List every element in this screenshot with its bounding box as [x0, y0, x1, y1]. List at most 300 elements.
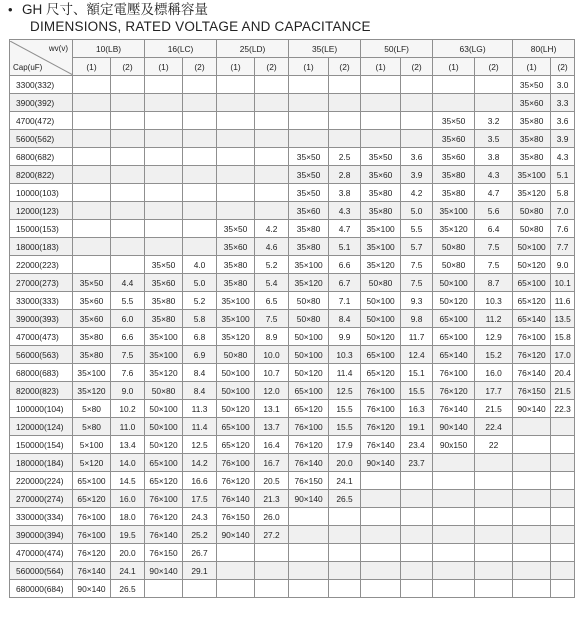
ripple-current-cell [329, 508, 361, 526]
sub-header: (2) [329, 58, 361, 76]
ripple-current-cell: 14.0 [111, 454, 145, 472]
ripple-current-cell: 9.0 [551, 256, 575, 274]
size-cell [433, 76, 475, 94]
size-cell [513, 544, 551, 562]
sub-header: (1) [217, 58, 255, 76]
ripple-current-cell: 6.8 [183, 328, 217, 346]
table-row [10, 472, 575, 490]
ripple-current-cell: 4.7 [475, 184, 513, 202]
ripple-current-cell: 19.5 [111, 526, 145, 544]
ripple-current-cell: 3.0 [551, 76, 575, 94]
size-cell: 76×120 [361, 418, 401, 436]
size-cell: 65×100 [433, 328, 475, 346]
ripple-current-cell [111, 202, 145, 220]
sub-header: (2) [111, 58, 145, 76]
capacitance-cell: 100000(104) [10, 400, 73, 418]
capacitance-cell: 4700(472) [10, 112, 73, 130]
capacitance-cell: 3300(332) [10, 76, 73, 94]
ripple-current-cell: 12.4 [401, 346, 433, 364]
size-cell: 76×100 [73, 508, 111, 526]
ripple-current-cell: 29.1 [183, 562, 217, 580]
size-cell [433, 562, 475, 580]
size-cell: 35×100 [289, 256, 329, 274]
ripple-current-cell [551, 544, 575, 562]
ripple-current-cell: 8.7 [475, 274, 513, 292]
size-cell: 76×120 [433, 382, 475, 400]
size-cell: 90×140 [361, 454, 401, 472]
size-cell: 76×100 [361, 382, 401, 400]
size-cell: 35×50 [73, 274, 111, 292]
ripple-current-cell: 6.4 [475, 220, 513, 238]
ripple-current-cell [111, 112, 145, 130]
capacitance-cell: 68000(683) [10, 364, 73, 382]
size-cell: 35×100 [145, 346, 183, 364]
table-row [10, 436, 575, 454]
table-row [10, 112, 575, 130]
ripple-current-cell: 25.2 [183, 526, 217, 544]
ripple-current-cell [183, 148, 217, 166]
size-cell: 35×60 [73, 310, 111, 328]
ripple-current-cell [111, 166, 145, 184]
ripple-current-cell: 6.6 [329, 256, 361, 274]
document-header [8, 2, 578, 36]
size-cell: 35×80 [361, 184, 401, 202]
size-cell: 50×80 [433, 256, 475, 274]
size-cell: 50×80 [513, 202, 551, 220]
ripple-current-cell: 5.2 [183, 292, 217, 310]
size-cell [73, 130, 111, 148]
size-cell: 35×60 [433, 148, 475, 166]
size-cell [73, 202, 111, 220]
size-cell: 65×100 [433, 310, 475, 328]
ripple-current-cell [255, 130, 289, 148]
table-row [10, 292, 575, 310]
voltage-header: 25(LD) [217, 40, 289, 58]
ripple-current-cell [401, 94, 433, 112]
size-cell: 35×100 [513, 166, 551, 184]
capacitance-cell: 56000(563) [10, 346, 73, 364]
ripple-current-cell [475, 472, 513, 490]
size-cell [433, 94, 475, 112]
size-cell: 35×80 [217, 274, 255, 292]
size-cell: 35×120 [73, 382, 111, 400]
ripple-current-cell [401, 490, 433, 508]
ripple-current-cell: 23.7 [401, 454, 433, 472]
size-cell [361, 472, 401, 490]
size-cell: 90×140 [513, 400, 551, 418]
capacitance-cell: 150000(154) [10, 436, 73, 454]
size-cell [145, 184, 183, 202]
ripple-current-cell: 15.2 [475, 346, 513, 364]
size-cell: 35×50 [145, 256, 183, 274]
ripple-current-cell: 11.7 [401, 328, 433, 346]
ripple-current-cell: 7.5 [401, 274, 433, 292]
table-row [10, 580, 575, 598]
size-cell: 65×120 [361, 364, 401, 382]
ripple-current-cell [475, 508, 513, 526]
ripple-current-cell: 24.1 [111, 562, 145, 580]
ripple-current-cell: 6.7 [329, 274, 361, 292]
ripple-current-cell: 23.4 [401, 436, 433, 454]
capacitance-cell: 15000(153) [10, 220, 73, 238]
ripple-current-cell [401, 112, 433, 130]
size-cell: 35×100 [361, 238, 401, 256]
table-row [10, 220, 575, 238]
ripple-current-cell: 2.8 [329, 166, 361, 184]
capacitance-cell: 3900(392) [10, 94, 73, 112]
ripple-current-cell: 16.0 [111, 490, 145, 508]
capacitance-cell: 5600(562) [10, 130, 73, 148]
sub-header: (1) [361, 58, 401, 76]
size-cell: 65×140 [433, 346, 475, 364]
size-cell [73, 256, 111, 274]
ripple-current-cell: 10.3 [475, 292, 513, 310]
size-cell: 5×120 [73, 454, 111, 472]
table-row [10, 382, 575, 400]
ripple-current-cell [551, 562, 575, 580]
size-cell [361, 130, 401, 148]
size-cell: 35×120 [433, 220, 475, 238]
ripple-current-cell [401, 580, 433, 598]
ripple-current-cell: 5.8 [183, 310, 217, 328]
ripple-current-cell [551, 508, 575, 526]
ripple-current-cell: 3.6 [401, 148, 433, 166]
ripple-current-cell: 8.4 [183, 364, 217, 382]
size-cell [513, 580, 551, 598]
voltage-header: 80(LH) [513, 40, 575, 58]
size-cell: 76×140 [289, 454, 329, 472]
ripple-current-cell: 4.7 [329, 220, 361, 238]
size-cell: 35×50 [289, 148, 329, 166]
ripple-current-cell [329, 76, 361, 94]
ripple-current-cell [183, 94, 217, 112]
ripple-current-cell: 16.4 [255, 436, 289, 454]
ripple-current-cell: 26.5 [111, 580, 145, 598]
capacitance-cell: 12000(123) [10, 202, 73, 220]
ripple-current-cell: 15.5 [329, 418, 361, 436]
size-cell: 76×120 [73, 544, 111, 562]
ripple-current-cell: 7.7 [551, 238, 575, 256]
size-cell: 50×100 [289, 346, 329, 364]
dimensions-table [9, 39, 575, 598]
size-cell: 35×80 [289, 220, 329, 238]
size-cell [217, 130, 255, 148]
ripple-current-cell: 16.3 [401, 400, 433, 418]
ripple-current-cell: 9.8 [401, 310, 433, 328]
size-cell: 35×50 [513, 76, 551, 94]
capacitance-cell: 120000(124) [10, 418, 73, 436]
ripple-current-cell: 7.5 [255, 310, 289, 328]
ripple-current-cell [255, 112, 289, 130]
size-cell [361, 508, 401, 526]
size-cell: 35×80 [73, 346, 111, 364]
size-cell [217, 580, 255, 598]
ripple-current-cell [255, 148, 289, 166]
size-cell: 50×100 [289, 328, 329, 346]
size-cell [289, 94, 329, 112]
ripple-current-cell: 13.5 [551, 310, 575, 328]
size-cell: 76×120 [289, 436, 329, 454]
size-cell [73, 220, 111, 238]
ripple-current-cell: 26.5 [329, 490, 361, 508]
size-cell: 50×80 [513, 220, 551, 238]
size-cell: 35×60 [145, 274, 183, 292]
ripple-current-cell: 15.1 [401, 364, 433, 382]
ripple-current-cell [255, 202, 289, 220]
ripple-current-cell: 12.5 [329, 382, 361, 400]
size-cell: 35×100 [217, 310, 255, 328]
size-cell: 35×80 [217, 256, 255, 274]
ripple-current-cell: 20.0 [329, 454, 361, 472]
size-cell: 65×120 [145, 472, 183, 490]
voltage-header: 16(LC) [145, 40, 217, 58]
ripple-current-cell: 10.7 [255, 364, 289, 382]
size-cell: 90x150 [433, 436, 475, 454]
ripple-current-cell [401, 508, 433, 526]
table-row [10, 184, 575, 202]
size-cell [513, 526, 551, 544]
table-row [10, 364, 575, 382]
size-cell: 35×60 [513, 94, 551, 112]
sub-header: (1) [73, 58, 111, 76]
ripple-current-cell [183, 166, 217, 184]
size-cell: 35×120 [361, 256, 401, 274]
ripple-current-cell: 14.2 [183, 454, 217, 472]
ripple-current-cell: 7.5 [111, 346, 145, 364]
ripple-current-cell: 21.3 [255, 490, 289, 508]
ripple-current-cell: 5.2 [255, 256, 289, 274]
size-cell [433, 526, 475, 544]
ripple-current-cell: 10.0 [255, 346, 289, 364]
size-cell: 35×120 [217, 328, 255, 346]
ripple-current-cell: 20.4 [551, 364, 575, 382]
size-cell [433, 490, 475, 508]
ripple-current-cell: 7.5 [475, 256, 513, 274]
table-row [10, 238, 575, 256]
size-cell: 35×60 [289, 202, 329, 220]
voltage-header: 35(LE) [289, 40, 361, 58]
ripple-current-cell: 5.1 [329, 238, 361, 256]
ripple-current-cell [255, 580, 289, 598]
ripple-current-cell: 4.3 [329, 202, 361, 220]
ripple-current-cell: 21.5 [551, 382, 575, 400]
size-cell: 76×150 [217, 508, 255, 526]
ripple-current-cell [475, 562, 513, 580]
size-cell [433, 508, 475, 526]
ripple-current-cell: 22.3 [551, 400, 575, 418]
size-cell: 50×100 [433, 274, 475, 292]
capacitance-cell: 82000(823) [10, 382, 73, 400]
table-row [10, 418, 575, 436]
size-cell: 35×120 [289, 274, 329, 292]
table-row [10, 454, 575, 472]
ripple-current-cell: 4.3 [551, 148, 575, 166]
ripple-current-cell: 8.4 [329, 310, 361, 328]
size-cell: 35×50 [289, 184, 329, 202]
ripple-current-cell: 12.9 [475, 328, 513, 346]
ripple-current-cell [329, 130, 361, 148]
size-cell: 5×100 [73, 436, 111, 454]
size-cell: 35×80 [145, 310, 183, 328]
size-cell [513, 508, 551, 526]
size-cell: 50×120 [145, 436, 183, 454]
size-cell [361, 490, 401, 508]
size-cell [513, 454, 551, 472]
size-cell [217, 544, 255, 562]
ripple-current-cell [111, 76, 145, 94]
size-cell [433, 580, 475, 598]
size-cell [513, 562, 551, 580]
size-cell: 76×100 [361, 400, 401, 418]
size-cell: 65×100 [73, 472, 111, 490]
ripple-current-cell: 26.7 [183, 544, 217, 562]
ripple-current-cell: 2.5 [329, 148, 361, 166]
ripple-current-cell: 12.0 [255, 382, 289, 400]
ripple-current-cell [401, 472, 433, 490]
size-cell: 35×120 [145, 364, 183, 382]
size-cell [217, 112, 255, 130]
size-cell [433, 472, 475, 490]
size-cell: 35×50 [361, 148, 401, 166]
size-cell: 35×80 [513, 148, 551, 166]
size-cell [289, 580, 329, 598]
size-cell: 35×80 [145, 292, 183, 310]
voltage-header: 63(LG) [433, 40, 513, 58]
ripple-current-cell: 6.9 [183, 346, 217, 364]
ripple-current-cell [329, 544, 361, 562]
size-cell [145, 94, 183, 112]
size-cell: 76×140 [513, 364, 551, 382]
ripple-current-cell [111, 220, 145, 238]
size-cell: 35×80 [433, 166, 475, 184]
ripple-current-cell [401, 562, 433, 580]
sub-header: (2) [401, 58, 433, 76]
size-cell: 35×80 [361, 202, 401, 220]
ripple-current-cell: 5.0 [183, 274, 217, 292]
size-cell: 50×120 [513, 256, 551, 274]
size-cell: 90×140 [433, 418, 475, 436]
size-cell: 35×100 [217, 292, 255, 310]
capacitance-cell: 180000(184) [10, 454, 73, 472]
size-cell [361, 76, 401, 94]
size-cell: 76×150 [289, 472, 329, 490]
ripple-current-cell: 11.4 [329, 364, 361, 382]
ripple-current-cell [111, 238, 145, 256]
size-cell: 76×100 [73, 526, 111, 544]
capacitance-cell: 560000(564) [10, 562, 73, 580]
ripple-current-cell [475, 526, 513, 544]
size-cell: 65×140 [513, 310, 551, 328]
size-cell [361, 526, 401, 544]
size-cell: 76×150 [145, 544, 183, 562]
size-cell: 65×120 [289, 400, 329, 418]
ripple-current-cell: 14.5 [111, 472, 145, 490]
size-cell [145, 166, 183, 184]
sub-header: (2) [255, 58, 289, 76]
size-cell [145, 202, 183, 220]
ripple-current-cell: 3.3 [551, 94, 575, 112]
size-cell [289, 112, 329, 130]
capacitance-cell: 27000(273) [10, 274, 73, 292]
ripple-current-cell: 10.1 [551, 274, 575, 292]
size-cell: 76×120 [217, 472, 255, 490]
ripple-current-cell: 6.0 [111, 310, 145, 328]
size-cell: 76×120 [513, 346, 551, 364]
ripple-current-cell [551, 526, 575, 544]
ripple-current-cell [183, 184, 217, 202]
ripple-current-cell: 5.6 [475, 202, 513, 220]
table-row [10, 328, 575, 346]
size-cell: 35×120 [513, 184, 551, 202]
capacitance-cell: 470000(474) [10, 544, 73, 562]
size-cell: 76×100 [145, 490, 183, 508]
size-cell: 76×100 [513, 328, 551, 346]
ripple-current-cell: 17.0 [551, 346, 575, 364]
size-cell [73, 148, 111, 166]
ripple-current-cell: 26.0 [255, 508, 289, 526]
size-cell: 65×100 [513, 274, 551, 292]
table-row [10, 346, 575, 364]
bullet-icon: • [8, 2, 13, 17]
ripple-current-cell: 3.9 [551, 130, 575, 148]
size-cell: 65×100 [361, 346, 401, 364]
size-cell: 50×100 [145, 400, 183, 418]
size-cell: 35×50 [289, 166, 329, 184]
ripple-current-cell: 27.2 [255, 526, 289, 544]
ripple-current-cell [551, 454, 575, 472]
capacitance-cell: 390000(394) [10, 526, 73, 544]
ripple-current-cell [551, 472, 575, 490]
size-cell: 50×100 [513, 238, 551, 256]
size-cell: 76×140 [361, 436, 401, 454]
ripple-current-cell: 7.6 [551, 220, 575, 238]
size-cell [73, 94, 111, 112]
size-cell: 35×100 [145, 328, 183, 346]
size-cell: 35×60 [361, 166, 401, 184]
ripple-current-cell: 11.2 [475, 310, 513, 328]
table-row [10, 148, 575, 166]
ripple-current-cell: 3.9 [401, 166, 433, 184]
ripple-current-cell [183, 580, 217, 598]
ripple-current-cell: 22 [475, 436, 513, 454]
table-row [10, 166, 575, 184]
ripple-current-cell [475, 94, 513, 112]
ripple-current-cell: 4.2 [401, 184, 433, 202]
size-cell [513, 436, 551, 454]
ripple-current-cell: 5.0 [401, 202, 433, 220]
ripple-current-cell [255, 166, 289, 184]
table-row [10, 490, 575, 508]
size-cell: 50×80 [145, 382, 183, 400]
size-cell: 35×60 [433, 130, 475, 148]
ripple-current-cell: 3.2 [475, 112, 513, 130]
sub-header: (1) [433, 58, 475, 76]
size-cell [217, 76, 255, 94]
ripple-current-cell: 5.8 [551, 184, 575, 202]
ripple-current-cell [475, 76, 513, 94]
ripple-current-cell [255, 562, 289, 580]
ripple-current-cell [401, 526, 433, 544]
size-cell: 76×120 [145, 508, 183, 526]
size-cell: 50×80 [289, 310, 329, 328]
ripple-current-cell: 3.6 [551, 112, 575, 130]
ripple-current-cell [183, 76, 217, 94]
ripple-current-cell: 21.5 [475, 400, 513, 418]
ripple-current-cell: 17.9 [329, 436, 361, 454]
ripple-current-cell: 7.6 [111, 364, 145, 382]
ripple-current-cell [329, 526, 361, 544]
size-cell: 76×140 [217, 490, 255, 508]
